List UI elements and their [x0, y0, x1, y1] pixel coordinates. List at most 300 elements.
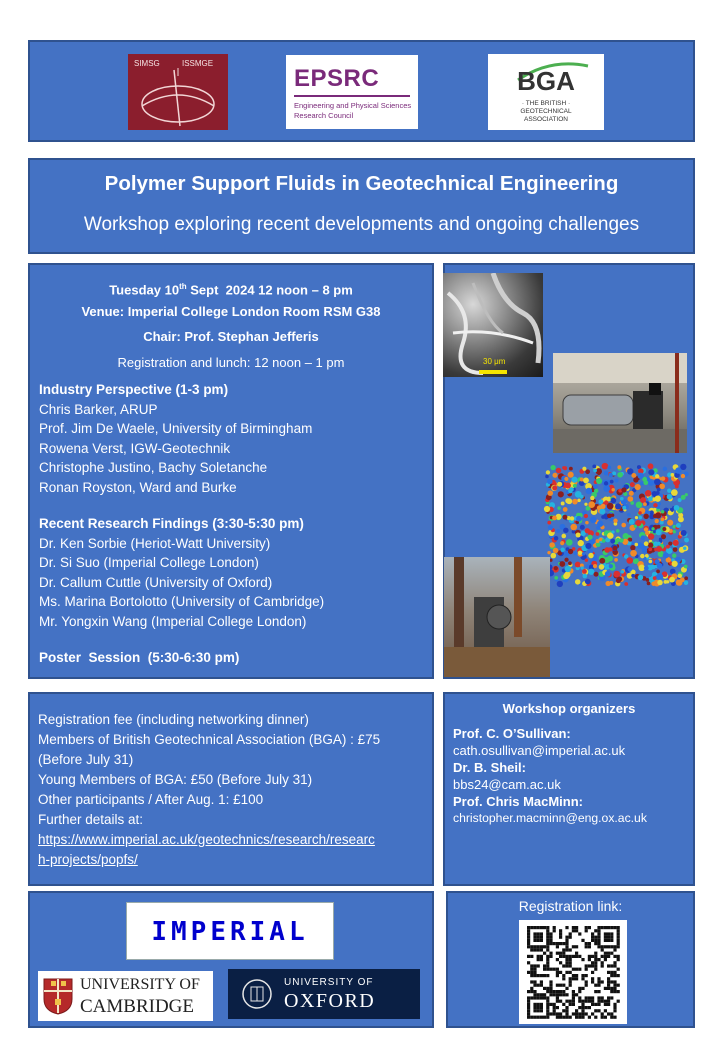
qr-module: [546, 939, 549, 942]
particle: [629, 491, 634, 496]
qr-module: [549, 952, 552, 955]
particle: [576, 533, 581, 538]
particle: [584, 503, 587, 506]
qr-module: [604, 932, 607, 935]
qr-module: [562, 942, 565, 945]
details-link-part2[interactable]: h-projects/popfs/: [38, 852, 138, 867]
qr-module: [601, 996, 604, 999]
qr-module: [575, 929, 578, 932]
particle: [657, 525, 661, 529]
qr-module: [527, 932, 530, 935]
research-heading: Recent Research Findings (3:30-5:30 pm): [39, 516, 304, 531]
organizer-email[interactable]: cath.osullivan@imperial.ac.uk: [453, 743, 626, 758]
qr-module: [553, 990, 556, 993]
particle: [594, 572, 599, 577]
programme-panel: [28, 263, 434, 679]
particle: [640, 497, 646, 503]
particle: [561, 534, 566, 539]
qr-module: [617, 968, 620, 971]
qr-module: [607, 1012, 610, 1015]
qr-module: [578, 955, 581, 958]
qr-module: [540, 1003, 543, 1006]
qr-module: [585, 929, 588, 932]
qr-module: [540, 1006, 543, 1009]
particle: [671, 473, 675, 477]
qr-module: [549, 993, 552, 996]
details-link-part1[interactable]: https://www.imperial.ac.uk/geotechnics/research/researc: [38, 832, 375, 847]
particle: [630, 545, 635, 550]
organizer-email[interactable]: christopher.macminn@eng.ox.ac.uk: [453, 811, 647, 825]
particle: [590, 496, 594, 500]
qr-module: [597, 932, 600, 935]
qr-module: [604, 939, 607, 942]
qr-module: [527, 1009, 530, 1012]
particle: [657, 488, 661, 492]
qr-module: [597, 926, 600, 929]
qr-module: [572, 1003, 575, 1006]
qr-module: [569, 948, 572, 951]
qr-module: [533, 993, 536, 996]
qr-module: [588, 942, 591, 945]
qr-module: [556, 971, 559, 974]
particle: [667, 520, 673, 526]
qr-module: [613, 1003, 616, 1006]
particle: [676, 579, 683, 586]
qr-module: [559, 990, 562, 993]
qr-module: [527, 945, 530, 948]
bga-logo: [488, 54, 604, 130]
image-panel: [443, 263, 695, 679]
qr-module: [533, 945, 536, 948]
particle: [672, 561, 678, 567]
qr-module: [607, 952, 610, 955]
particle: [641, 535, 646, 540]
qr-module: [581, 977, 584, 980]
qr-module: [562, 952, 565, 955]
particle: [644, 541, 649, 546]
qr-module: [546, 961, 549, 964]
particle: [651, 527, 654, 530]
qr-module: [537, 1009, 540, 1012]
qr-module: [527, 990, 530, 993]
registration-qr-code[interactable]: [519, 920, 627, 1024]
qr-module: [543, 974, 546, 977]
particle: [568, 549, 573, 554]
qr-module: [607, 984, 610, 987]
particle: [544, 506, 550, 512]
qr-module: [581, 939, 584, 942]
apparatus-shapes-icon: [553, 353, 687, 453]
particle: [545, 475, 549, 479]
qr-module: [588, 926, 591, 929]
particle: [602, 539, 606, 543]
qr-module: [533, 948, 536, 951]
particle: [666, 545, 670, 549]
qr-module: [559, 932, 562, 935]
particle: [657, 563, 663, 569]
particle: [659, 538, 662, 541]
qr-module: [572, 1012, 575, 1015]
qr-module: [537, 932, 540, 935]
particle: [585, 564, 589, 568]
organizers-panel: [443, 692, 695, 886]
particle-simulation-image: [543, 460, 693, 590]
qr-module: [546, 955, 549, 958]
qr-module: [617, 936, 620, 939]
qr-module: [613, 1016, 616, 1019]
qr-module: [578, 1006, 581, 1009]
particle: [669, 577, 675, 583]
particle: [634, 525, 637, 528]
qr-module: [556, 952, 559, 955]
qr-module: [533, 984, 536, 987]
qr-module: [569, 980, 572, 983]
particle: [629, 519, 635, 525]
event-venue: Venue: Imperial College London Room RSM G38: [81, 304, 381, 319]
particle: [590, 517, 597, 524]
qr-module: [610, 926, 613, 929]
qr-module: [591, 971, 594, 974]
particle: [654, 479, 661, 486]
particle: [562, 515, 567, 520]
qr-module: [562, 1016, 565, 1019]
organizer-name: Prof. C. O’Sullivan:: [453, 726, 571, 741]
particle: [678, 574, 682, 578]
qr-module: [578, 932, 581, 935]
qr-module: [601, 945, 604, 948]
qr-module: [565, 1009, 568, 1012]
event-chair: Chair: Prof. Stephan Jefferis: [143, 329, 319, 344]
qr-module: [597, 939, 600, 942]
qr-module: [604, 987, 607, 990]
particle: [552, 516, 557, 521]
particle: [610, 539, 615, 544]
particle: [557, 506, 560, 509]
particle: [596, 539, 600, 543]
particle: [660, 517, 664, 521]
particle: [661, 510, 665, 514]
qr-module: [594, 990, 597, 993]
particle: [613, 519, 617, 523]
qr-module: [578, 990, 581, 993]
qr-module: [578, 1000, 581, 1003]
particle: [596, 532, 600, 536]
qr-module: [546, 1006, 549, 1009]
qr-module: [533, 990, 536, 993]
qr-module: [597, 942, 600, 945]
details-link[interactable]: [38, 830, 428, 850]
qr-module: [559, 971, 562, 974]
particle: [563, 528, 568, 533]
qr-module: [540, 993, 543, 996]
qr-module: [553, 1009, 556, 1012]
qr-module: [594, 1009, 597, 1012]
qr-module: [540, 1009, 543, 1012]
qr-module: [553, 1012, 556, 1015]
particle: [642, 548, 647, 553]
particle: [656, 546, 662, 552]
particle: [648, 496, 653, 501]
qr-module: [565, 1016, 568, 1019]
particle: [684, 581, 689, 586]
qr-module: [588, 964, 591, 967]
particle: [645, 578, 649, 582]
particle: [684, 576, 688, 580]
fee-line: Members of British Geotechnical Association (BGA) : £75: [38, 732, 381, 747]
qr-module: [527, 1000, 530, 1003]
qr-module: [530, 987, 533, 990]
particle: [574, 551, 578, 555]
organizer-email[interactable]: bbs24@cam.ac.uk: [453, 777, 561, 792]
particle: [578, 551, 582, 555]
particle: [585, 528, 590, 533]
particle: [643, 514, 648, 519]
qr-module: [562, 977, 565, 980]
qr-module: [594, 942, 597, 945]
qr-module: [549, 955, 552, 958]
qr-module: [597, 977, 600, 980]
qr-module: [556, 974, 559, 977]
particle: [645, 490, 652, 497]
title-banner: [28, 158, 695, 254]
qr-module: [543, 945, 546, 948]
qr-module: [540, 1016, 543, 1019]
qr-module: [585, 1000, 588, 1003]
qr-module: [549, 984, 552, 987]
qr-module: [527, 1003, 530, 1006]
qr-module: [581, 958, 584, 961]
qr-module: [575, 977, 578, 980]
qr-module: [572, 996, 575, 999]
particle: [621, 487, 626, 492]
qr-module: [591, 936, 594, 939]
particle: [554, 576, 558, 580]
qr-module: [575, 974, 578, 977]
particle: [605, 571, 611, 577]
qr-module: [549, 980, 552, 983]
qr-module: [569, 1003, 572, 1006]
particle: [647, 582, 651, 586]
poster-session: Poster Session (5:30-6:30 pm): [39, 650, 240, 665]
qr-module: [594, 984, 597, 987]
particle: [648, 542, 653, 547]
qr-module: [537, 958, 540, 961]
qr-module: [549, 1012, 552, 1015]
qr-module: [604, 926, 607, 929]
particle: [570, 516, 574, 520]
qr-module: [527, 939, 530, 942]
qr-module: [607, 964, 610, 967]
qr-module: [588, 1006, 591, 1009]
particle: [604, 481, 608, 485]
organizer-name: Prof. Chris MacMinn:: [453, 794, 584, 809]
particle: [582, 574, 587, 579]
particle: [648, 560, 652, 564]
qr-module: [594, 936, 597, 939]
particle: [667, 494, 673, 500]
qr-module: [581, 987, 584, 990]
qr-module: [543, 996, 546, 999]
qr-module: [546, 974, 549, 977]
qr-module: [559, 993, 562, 996]
qr-module: [597, 1000, 600, 1003]
qr-module: [601, 1016, 604, 1019]
qr-module: [610, 945, 613, 948]
particle: [647, 511, 650, 514]
qr-module: [569, 971, 572, 974]
particle: [613, 546, 618, 551]
particle: [616, 578, 621, 583]
qr-module: [533, 980, 536, 983]
particle: [562, 466, 565, 469]
particle: [607, 466, 611, 470]
qr-module: [549, 932, 552, 935]
particle: [592, 464, 596, 468]
qr-module: [578, 987, 581, 990]
qr-module: [549, 987, 552, 990]
qr-module: [613, 948, 616, 951]
particle: [655, 519, 659, 523]
qr-module: [527, 1016, 530, 1019]
particle: [662, 527, 666, 531]
qr-module: [569, 932, 572, 935]
qr-module: [556, 1000, 559, 1003]
date-main: Tuesday 10: [109, 282, 180, 298]
qr-module: [597, 929, 600, 932]
qr-module: [613, 955, 616, 958]
particle: [575, 562, 581, 568]
qr-module: [565, 961, 568, 964]
particle: [657, 580, 662, 585]
qr-module: [543, 926, 546, 929]
qr-module: [578, 968, 581, 971]
particle: [565, 498, 570, 503]
qr-module: [581, 974, 584, 977]
qr-module: [613, 961, 616, 964]
date-ordinal: th: [179, 282, 187, 291]
particle: [655, 495, 661, 501]
qr-module: [610, 964, 613, 967]
particle: [557, 581, 563, 587]
qr-module: [617, 929, 620, 932]
qr-module: [537, 993, 540, 996]
qr-module: [565, 945, 568, 948]
qr-module: [569, 1016, 572, 1019]
particle: [672, 553, 676, 557]
qr-module: [540, 974, 543, 977]
particle: [620, 497, 624, 501]
particle: [644, 566, 649, 571]
particle: [678, 498, 682, 502]
date-time: Sept 2024 12 noon – 8 pm: [186, 282, 353, 298]
qr-module: [597, 996, 600, 999]
qr-module: [543, 968, 546, 971]
speaker: Prof. Jim De Waele, University of Birmingham: [39, 421, 313, 436]
particle: [585, 559, 588, 562]
qr-module: [533, 1016, 536, 1019]
qr-module: [588, 1000, 591, 1003]
cambridge-logo: [38, 971, 213, 1021]
qr-module: [559, 942, 562, 945]
qr-module: [610, 980, 613, 983]
particle: [588, 569, 594, 575]
speaker: Ronan Royston, Ward and Burke: [39, 479, 237, 495]
qr-module: [578, 1016, 581, 1019]
qr-module: [543, 952, 546, 955]
particle: [552, 473, 557, 478]
qr-module: [613, 987, 616, 990]
particle: [610, 480, 614, 484]
oxford-crest-icon: [242, 976, 272, 1012]
qr-module: [591, 961, 594, 964]
qr-module: [546, 996, 549, 999]
registration-panel: [446, 891, 695, 1028]
qr-code-icon[interactable]: [519, 920, 627, 1024]
particle: [599, 564, 605, 570]
particle: [611, 514, 614, 517]
particle: [587, 535, 592, 540]
qr-module: [604, 945, 607, 948]
qr-module: [604, 952, 607, 955]
qr-module: [610, 1012, 613, 1015]
qr-module: [585, 984, 588, 987]
qr-module: [572, 945, 575, 948]
qr-module: [581, 1003, 584, 1006]
qr-module: [549, 939, 552, 942]
qr-module: [588, 996, 591, 999]
qr-module: [559, 952, 562, 955]
particle: [547, 521, 551, 525]
particle: [638, 575, 643, 580]
qr-module: [537, 939, 540, 942]
particle: [594, 489, 598, 493]
qr-module: [537, 964, 540, 967]
particle: [572, 499, 578, 505]
qr-module: [569, 961, 572, 964]
fee-line: Young Members of BGA: £50 (Before July 31): [38, 772, 313, 787]
industry-heading: Industry Perspective (1-3 pm): [39, 382, 229, 397]
particle: [597, 521, 603, 527]
particle: [559, 561, 565, 567]
particle: [609, 581, 613, 585]
qr-module: [604, 1016, 607, 1019]
qr-module: [530, 926, 533, 929]
details-link-cont[interactable]: [38, 850, 428, 870]
particle: [583, 477, 589, 483]
qr-module: [594, 955, 597, 958]
qr-module: [588, 955, 591, 958]
qr-module: [543, 964, 546, 967]
particle: [599, 508, 605, 514]
qr-module: [565, 926, 568, 929]
qr-module: [537, 1003, 540, 1006]
qr-module: [604, 958, 607, 961]
organizers-list: [453, 725, 691, 827]
particle: [585, 521, 589, 525]
qr-module: [546, 1016, 549, 1019]
qr-module: [527, 929, 530, 932]
qr-module: [530, 996, 533, 999]
particle: [580, 525, 585, 530]
particle: [565, 482, 571, 488]
logo-banner: [28, 40, 695, 142]
bga-name: BGA: [517, 66, 575, 96]
speaker: Rowena Verst, IGW-Geotechnik: [39, 440, 231, 456]
qr-module: [527, 926, 530, 929]
qr-module: [594, 952, 597, 955]
qr-module: [527, 942, 530, 945]
particle: [582, 552, 586, 556]
